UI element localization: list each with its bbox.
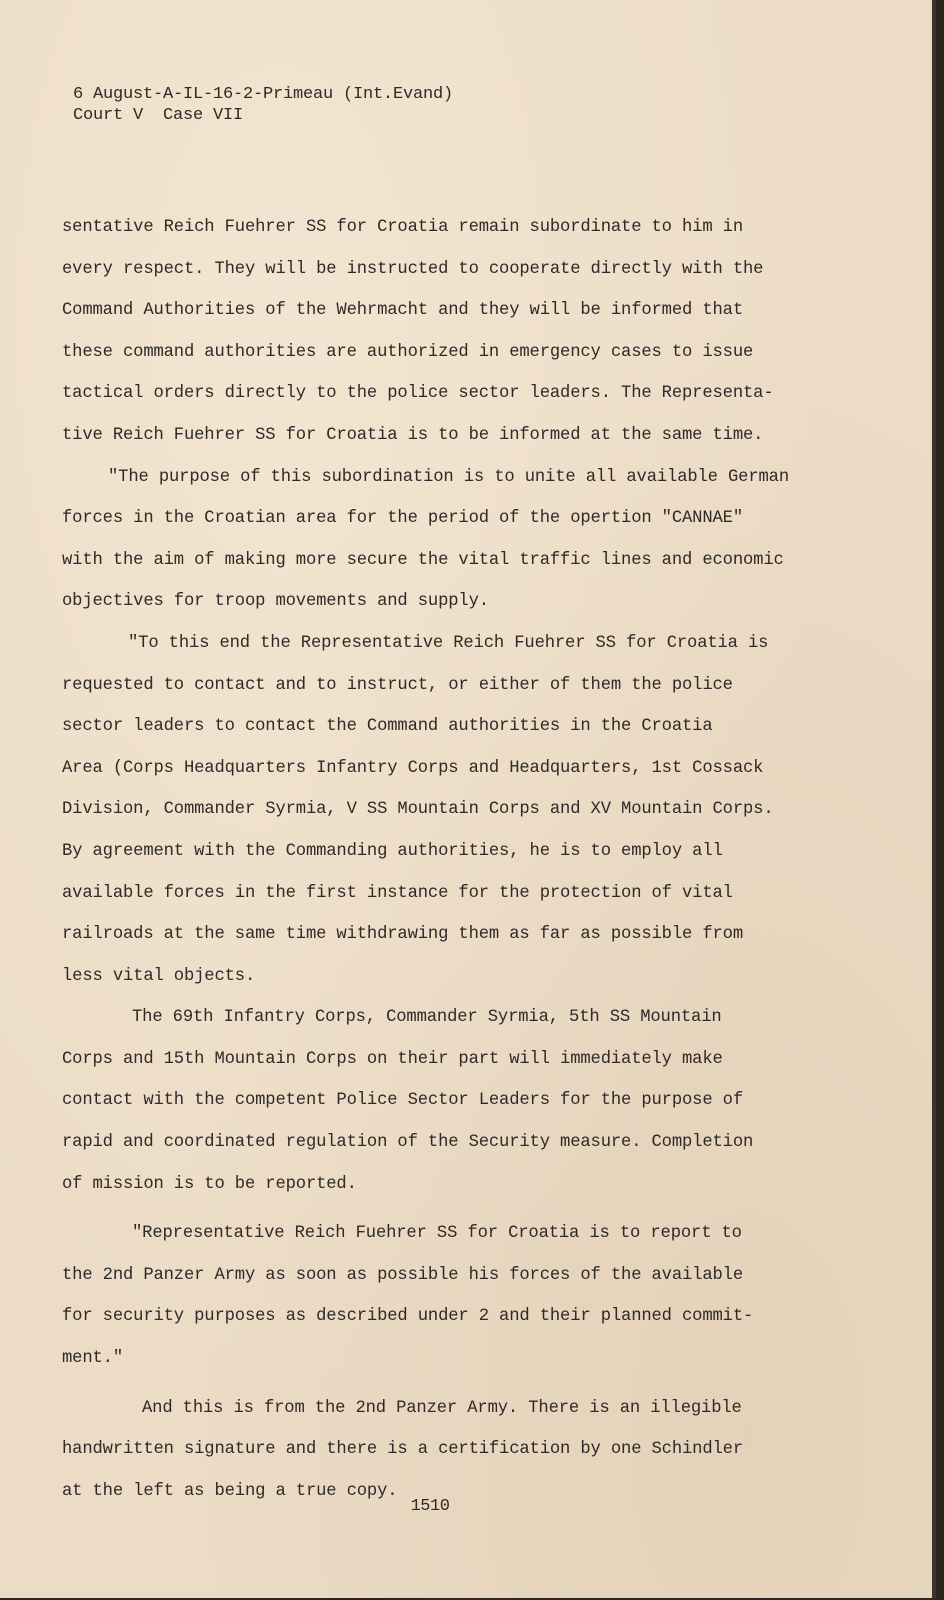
- header-line-session: 6 August-A-IL-16-2-Primeau (Int.Evand): [73, 85, 454, 104]
- text-line: at the left as being a true copy.: [62, 1481, 398, 1501]
- transcript-body: [62, 207, 802, 1512]
- text-line: Division, Commander Syrmia, V SS Mountain Corps and XV Mountain Corps.: [62, 800, 774, 820]
- text-line: of mission is to be reported.: [62, 1174, 357, 1194]
- page-edge: [932, 0, 936, 1598]
- text-line: contact with the competent Police Sector Leaders for the purpose of: [62, 1091, 744, 1111]
- text-line: rapid and coordinated regulation of the Security measure. Completion: [62, 1133, 754, 1153]
- text-line: By agreement with the Commanding authorities, he is to employ all: [62, 841, 723, 861]
- text-line: with the aim of making more secure the vital traffic lines and economic: [62, 550, 784, 570]
- text-line: Command Authorities of the Wehrmacht and they will be informed that: [62, 301, 744, 321]
- header-line-court: Court V Case VII: [73, 106, 244, 125]
- text-line: every respect. They will be instructed to cooperate directly with the: [62, 259, 764, 279]
- text-line: forces in the Croatian area for the period of the opertion "CANNAE": [62, 509, 744, 529]
- paragraph-start-line: "The purpose of this subordination is to unite all available German: [108, 467, 790, 487]
- text-line: tive Reich Fuehrer SS for Croatia is to be informed at the same time.: [62, 425, 764, 445]
- text-line: Area (Corps Headquarters Infantry Corps and Headquarters, 1st Cossack: [62, 758, 764, 778]
- text-line: railroads at the same time withdrawing them as far as possible from: [62, 925, 744, 945]
- text-line: these command authorities are authorized in emergency cases to issue: [62, 342, 754, 362]
- text-line: Corps and 15th Mountain Corps on their part will immediately make: [62, 1049, 723, 1069]
- paragraph-start-line: "To this end the Representative Reich Fuehrer SS for Croatia is: [128, 633, 769, 653]
- page-number: 1510: [410, 1497, 450, 1516]
- paragraph-start-line: The 69th Infantry Corps, Commander Syrmia, 5th SS Mountain: [132, 1008, 722, 1028]
- text-line: sector leaders to contact the Command authorities in the Croatia: [62, 717, 713, 737]
- text-line: handwritten signature and there is a certification by one Schindler: [62, 1440, 744, 1460]
- text-line: for security purposes as described under 2 and their planned commit-: [62, 1307, 754, 1327]
- paragraph-start-line: And this is from the 2nd Panzer Army. There is an illegible: [142, 1398, 742, 1418]
- text-line: ment.": [62, 1349, 123, 1369]
- text-line: requested to contact and to instruct, or either of them the police: [62, 675, 733, 695]
- text-line: objectives for troop movements and supply.: [62, 592, 489, 612]
- text-line: sentative Reich Fuehrer SS for Croatia remain subordinate to him in: [62, 218, 744, 237]
- text-line: less vital objects.: [62, 966, 256, 986]
- text-line: available forces in the first instance for the protection of vital: [62, 883, 733, 903]
- paragraph-start-line: "Representative Reich Fuehrer SS for Croatia is to report to: [132, 1224, 742, 1244]
- text-line: tactical orders directly to the police sector leaders. The Representa-: [62, 384, 774, 404]
- text-line: the 2nd Panzer Army as soon as possible his forces of the available: [62, 1265, 744, 1285]
- document-header: [73, 84, 453, 126]
